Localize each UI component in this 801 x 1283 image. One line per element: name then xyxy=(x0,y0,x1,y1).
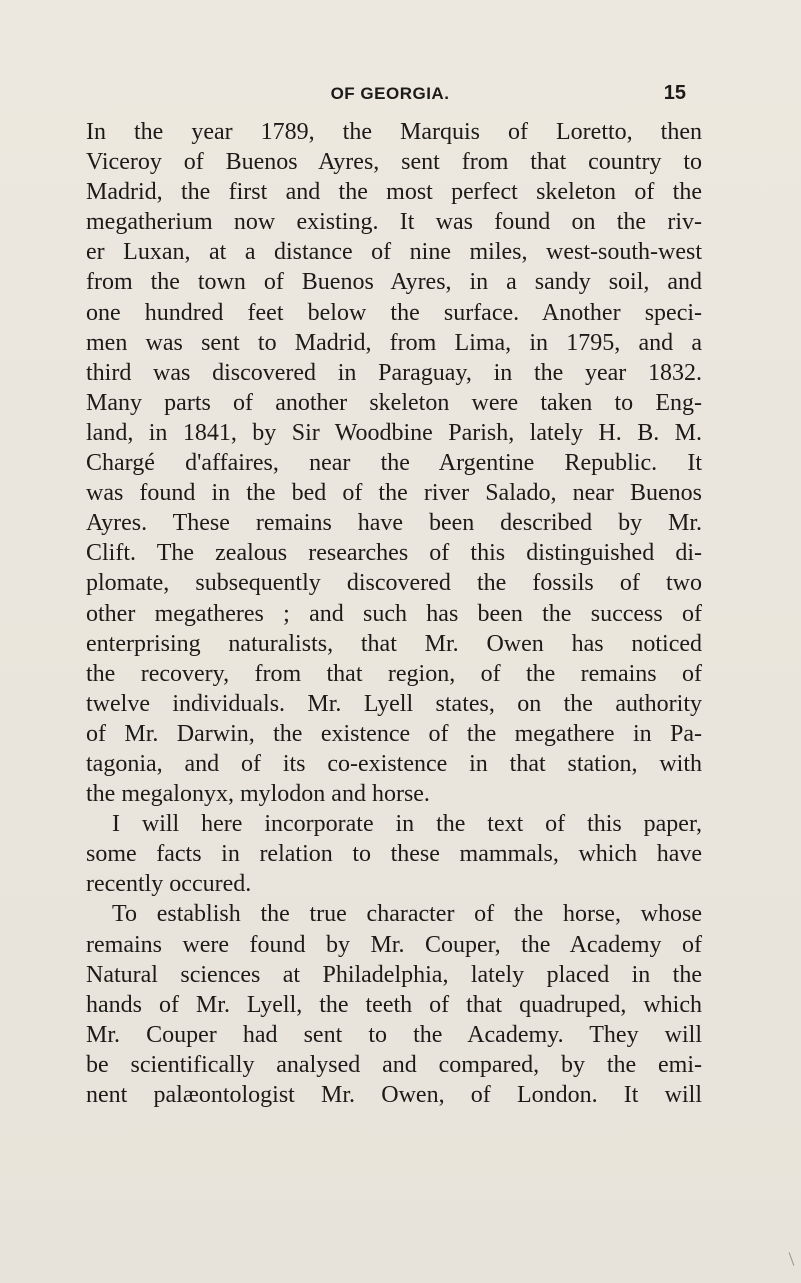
page-number: 15 xyxy=(663,82,686,104)
text-line: plomate, subsequently discovered the fossils of two xyxy=(86,570,702,597)
text-line: Viceroy of Buenos Ayres, sent from that country to xyxy=(86,149,702,176)
text-line: hands of Mr. Lyell, the teeth of that quadruped, which xyxy=(86,991,702,1018)
text-line: nent palæontologist Mr. Owen, of London. It will xyxy=(86,1082,702,1108)
text-line: some facts in relation to these mammals, which have xyxy=(86,841,702,868)
text-line: one hundred feet below the surface. Another speci- xyxy=(86,299,702,326)
text-line: be scientifically analysed and compared, by the emi- xyxy=(86,1051,702,1078)
text-line: enterprising naturalists, that Mr. Owen has noticed xyxy=(86,630,702,657)
text-line: the recovery, from that region, of the remains of xyxy=(86,660,702,687)
text-line: was found in the bed of the river Salado, near Buenos xyxy=(86,480,702,507)
text-line: twelve individuals. Mr. Lyell states, on the authority xyxy=(86,690,702,717)
text-line: er Luxan, at a distance of nine miles, west-south-west xyxy=(86,239,702,266)
text-line: recently occured. xyxy=(86,871,252,898)
text-line: Natural sciences at Philadelphia, lately placed in the xyxy=(86,961,702,988)
text-line: the megalonyx, mylodon and horse. xyxy=(86,781,430,808)
text-line: megatherium now existing. It was found on the riv- xyxy=(86,209,702,236)
text-line: Madrid, the first and the most perfect skeleton of the xyxy=(86,179,702,206)
page-header xyxy=(90,80,690,110)
text-line: tagonia, and of its co-existence in that station, with xyxy=(86,750,702,777)
text-line: Chargé d'affaires, near the Argentine Republic. It xyxy=(86,450,702,477)
text-line: other megatheres ; and such has been the success of xyxy=(86,600,702,627)
scan-mark xyxy=(789,1252,795,1265)
text-line: remains were found by Mr. Couper, the Academy of xyxy=(86,931,702,958)
text-line: of Mr. Darwin, the existence of the megathere in Pa- xyxy=(86,720,702,747)
text-line: Clift. The zealous researches of this distinguished di- xyxy=(86,540,702,567)
text-line: from the town of Buenos Ayres, in a sandy soil, and xyxy=(86,269,702,296)
text-line: To establish the true character of the horse, whose xyxy=(112,901,702,928)
running-head: OF GEORGIA. xyxy=(330,84,450,103)
text-line: I will here incorporate in the text of this paper, xyxy=(112,811,702,838)
text-line: men was sent to Madrid, from Lima, in 1795, and a xyxy=(86,329,702,356)
body-text xyxy=(86,117,702,1110)
text-line: Many parts of another skeleton were taken to Eng- xyxy=(86,389,702,416)
text-line: Mr. Couper had sent to the Academy. They will xyxy=(86,1021,702,1048)
text-line: land, in 1841, by Sir Woodbine Parish, lately H. B. M. xyxy=(86,419,702,446)
text-line: Ayres. These remains have been described by Mr. xyxy=(86,510,702,537)
text-line: third was discovered in Paraguay, in the year 1832. xyxy=(86,359,702,386)
text-line: In the year 1789, the Marquis of Loretto, then xyxy=(86,119,702,145)
